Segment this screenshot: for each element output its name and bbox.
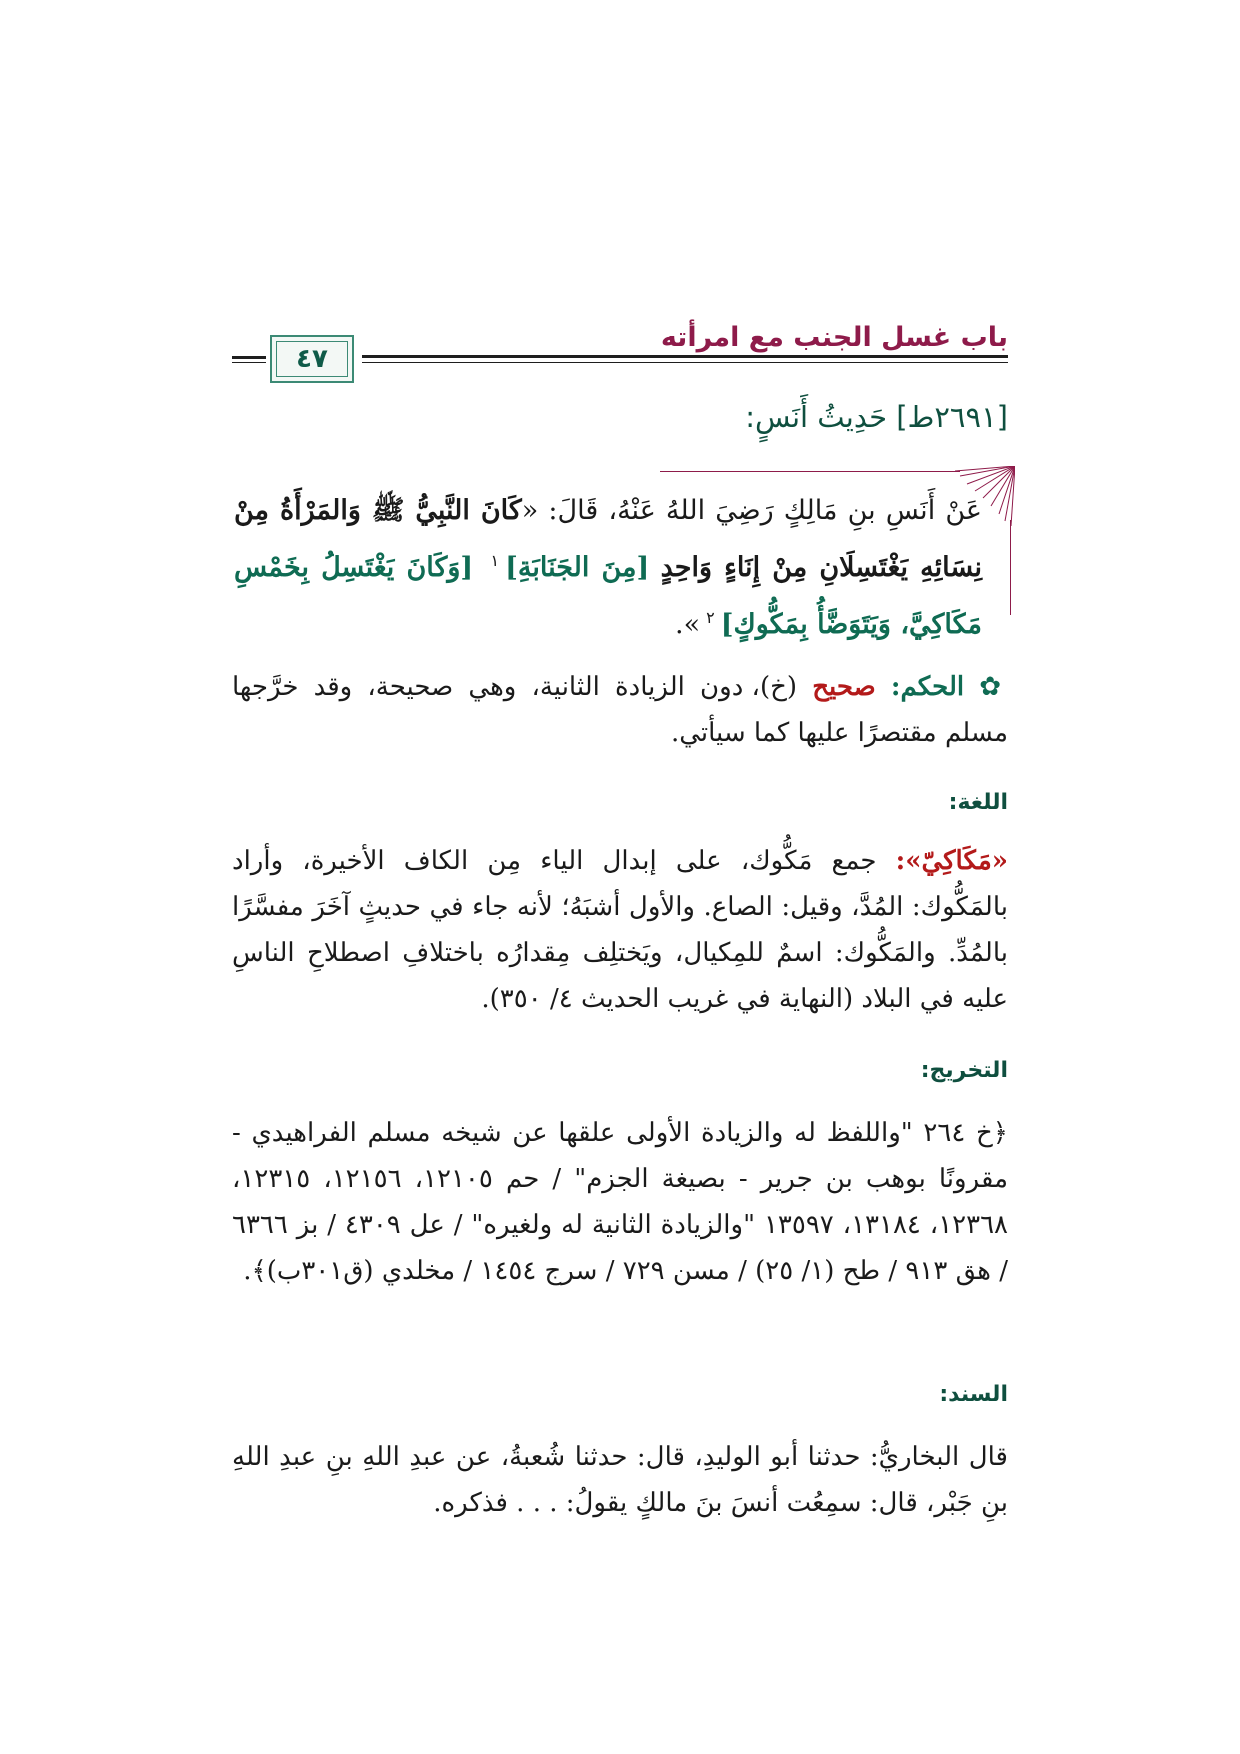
hadith-addition: [مِنَ الجَنَابَةِ] (505, 552, 650, 583)
language-text (232, 838, 1008, 1022)
hadith-ending: ». (675, 609, 701, 640)
header-rule (362, 362, 1008, 363)
page-number-box (270, 335, 354, 383)
hadith-intro: عَنْ أَنَسِ بنِ مَالِكٍ رَضِيَ اللهُ عَنْهُ، قَالَ: « (521, 495, 982, 526)
hadith-matn: كَانَ النَّبِيُّ ﷺ وَالمَرْأَةُ مِنْ نِسَائِهِ يَغْتَسِلَانِ مِنْ إِنَاءٍ وَاحِدٍ (234, 495, 982, 583)
takhrij-text: ﴿خ ٢٦٤ "واللفظ له والزيادة الأولى علقها عن شيخه مسلم الفراهيدي - مقرونًا بوهب بن جرير - بصيغة الجزم" / حم ١٢١٠٥، ١٢١٥٦، ١٢٣١٥، ١٢٣٦٨، ١٣١٨٤، ١٣٥٩٧ "والزيادة الثانية له ولغيره" / عل ٤٣٠٩ / بز ٦٣٦٦ / هق ٩١٣ / طح (١/ ٢٥) / مسن ٧٢٩ / سرج ١٤٥٤ / مخلدي (ق٣٠١ب)﴾. (232, 1118, 1009, 1286)
sanad-heading: السند: (939, 1382, 1008, 1407)
hadith-heading: [٢٦٩١ط] حَدِيثُ أَنَسٍ: (745, 400, 1008, 434)
ruling (232, 664, 1008, 756)
ornament-icon: ✿ (979, 672, 1009, 702)
heading-rule (660, 471, 960, 472)
footnote-marker: ١ (490, 551, 500, 570)
ruling-text: (خ)، دون الزيادة الثانية، وهي صحيحة، وقد خرَّجها مسلم مقتصرًا عليها كما سيأتي. (232, 672, 1008, 748)
takhrij-heading: التخريج: (920, 1058, 1008, 1083)
language-body: جمع مَكُّوك، على إبدال الياء مِن الكاف الأخيرة، وأراد بالمَكُّوك: المُدَّ، وقيل: الصاع. والأول أشبَهُ؛ لأنه جاء في حديثٍ آخَرَ مفسَّرًا بالمُدِّ. والمَكُّوك: اسمٌ للمِكيال، ويَختلِف مِقدارُه باختلافِ اصطلاحِ الناسِ عليه في البلاد (النهاية في غريب الحديث ٤/ ٣٥٠). (232, 846, 1008, 1014)
header-rule (362, 355, 1008, 358)
page-number: ٤٧ (296, 344, 328, 374)
ruling-value: صحيح (812, 672, 876, 702)
ruling-label: الحكم: (890, 672, 965, 702)
header-rule (232, 362, 266, 363)
language-term: «مَكَاكِيّ»: (895, 846, 1009, 876)
header-rule (232, 356, 266, 359)
hadith-addition: [وَكَانَ يَغْتَسِلُ بِخَمْسِ مَكَاكِيَّ، وَيَتَوَضَّأُ بِمَكُّوكٍ] (234, 552, 982, 640)
sanad-text: قال البخاريُّ: حدثنا أبو الوليدِ، قال: حدثنا شُعبةُ، عن عبدِ اللهِ بنِ عبدِ اللهِ بنِ جَبْر، قال: سمِعُت أنسَ بنَ مالكٍ يقولُ: . . . فذكره. (232, 1442, 1008, 1518)
footnote-marker: ٢ (706, 608, 715, 627)
chapter-title: باب غسل الجنب مع امرأته (660, 322, 1008, 353)
language-heading: اللغة: (948, 790, 1008, 815)
hadith-text (234, 486, 982, 650)
side-rule (1010, 520, 1011, 615)
